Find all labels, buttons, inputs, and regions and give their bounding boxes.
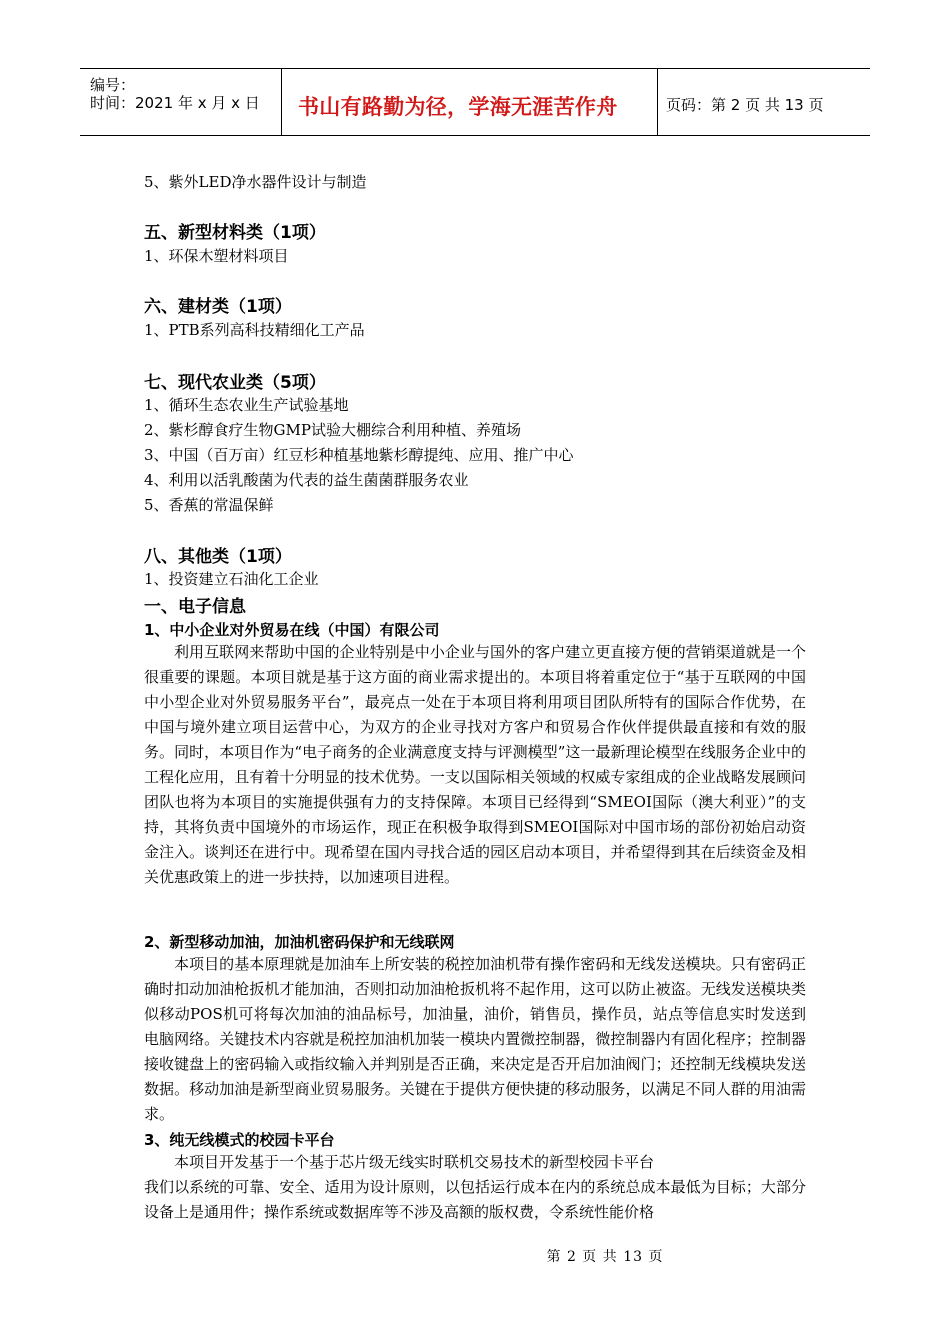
document-header — [80, 68, 870, 136]
list-item: 5、香蕉的常温保鲜 — [144, 496, 274, 514]
project-description-intro: 本项目开发基于一个基于芯片级无线实时联机交易技术的新型校园卡平台 — [174, 1153, 655, 1171]
document-time-label: 时间：2021 年 x 月 x 日 — [90, 94, 260, 112]
header-page-cell — [658, 69, 870, 135]
header-motto-cell — [282, 69, 658, 135]
project-title: 3、纯无线模式的校园卡平台 — [144, 1131, 335, 1149]
list-item: 1、投资建立石油化工企业 — [144, 570, 319, 588]
part-heading: 一、电子信息 — [144, 597, 246, 617]
document-number-label: 编号： — [90, 76, 136, 94]
section-heading: 七、现代农业类（5项） — [144, 373, 326, 393]
page-footer — [0, 1246, 950, 1266]
list-item: 3、中国（百万亩）红豆杉种植基地紫杉醇提纯、应用、推广中心 — [144, 446, 574, 464]
header-meta-cell — [80, 69, 282, 135]
section-heading: 六、建材类（1项） — [144, 297, 292, 317]
footer-page-number: 第 2 页 共 13 页 — [546, 1249, 664, 1265]
header-page-number: 页码：第 2 页 共 13 页 — [666, 96, 824, 114]
project-description: 利用互联网来帮助中国的企业特别是中小企业与国外的客户建立更直接方便的营销渠道就是一个很重要的课题。本项目就是基于这方面的商业需求提出的。本项目将着重定位于“基于互联网的中国中小型企业对外贸易服务平台”，最亮点一处在于本项目将利用项目团队所特有的国际合作优势，在中国与境外建立项目运营中心，为双方的企业寻找对方客户和贸易合作伙伴提供最直接和有效的服务。同时，本项目作为“电子商务的企业满意度支持与评测模型”这一最新理论模型在线服务企业中的工程化应用，且有着十分明显的技术优势。一支以国际相关领域的权威专家组成的企业战略发展顾问团队也将为本项目的实施提供强有力的支持保障。本项目已经得到“SMEOI国际（澳大利亚）”的支持，其将负责中国境外的市场运作，现正在积极争取得到SMEOI国际对中国市场的部份初始启动资金注入。谈判还在进行中。现希望在国内寻找合适的园区启动本项目，并希望得到其在后续资金及相关优惠政策上的进一步扶持，以加速项目进程。 — [144, 643, 806, 886]
section-heading: 五、新型材料类（1项） — [144, 223, 326, 243]
list-item: 2、紫杉醇食疗生物GMP试验大棚综合利用种植、养殖场 — [144, 421, 521, 439]
list-item: 4、利用以活乳酸菌为代表的益生菌菌群服务农业 — [144, 471, 469, 489]
list-item: 5、紫外LED净水器件设计与制造 — [144, 173, 367, 191]
list-item: 1、环保木塑材料项目 — [144, 247, 289, 265]
section-heading: 八、其他类（1项） — [144, 547, 292, 567]
project-title: 1、中小企业对外贸易在线（中国）有限公司 — [144, 621, 440, 639]
header-motto: 书山有路勤为径，学海无涯苦作舟 — [298, 95, 618, 119]
project-description: 我们以系统的可靠、安全、适用为设计原则，以包括运行成本在内的系统总成本最低为目标；大部分设备上是通用件；操作系统或数据库等不涉及高额的版权费，令系统性能价格 — [144, 1178, 806, 1221]
list-item: 1、循环生态农业生产试验基地 — [144, 396, 349, 414]
project-title: 2、新型移动加油，加油机密码保护和无线联网 — [144, 933, 455, 951]
project-description: 本项目的基本原理就是加油车上所安装的税控加油机带有操作密码和无线发送模块。只有密码正确时扣动加油枪扳机才能加油，否则扣动加油枪扳机将不起作用，这可以防止被盗。无线发送模块类似移动POS机可将每次加油的油品标号，加油量，油价，销售员，操作员，站点等信息实时发送到电脑网络。关键技术内容就是税控加油机加装一模块内置微控制器，微控制器内有固化程序；控制器接收键盘上的密码输入或指纹输入并判别是否正确，来决定是否开启加油阀门；还控制无线模块发送数据。移动加油是新型商业贸易服务。关键在于提供方便快捷的移动服务，以满足不同人群的用油需求。 — [144, 955, 806, 1123]
list-item: 1、PTB系列高科技精细化工产品 — [144, 321, 365, 339]
